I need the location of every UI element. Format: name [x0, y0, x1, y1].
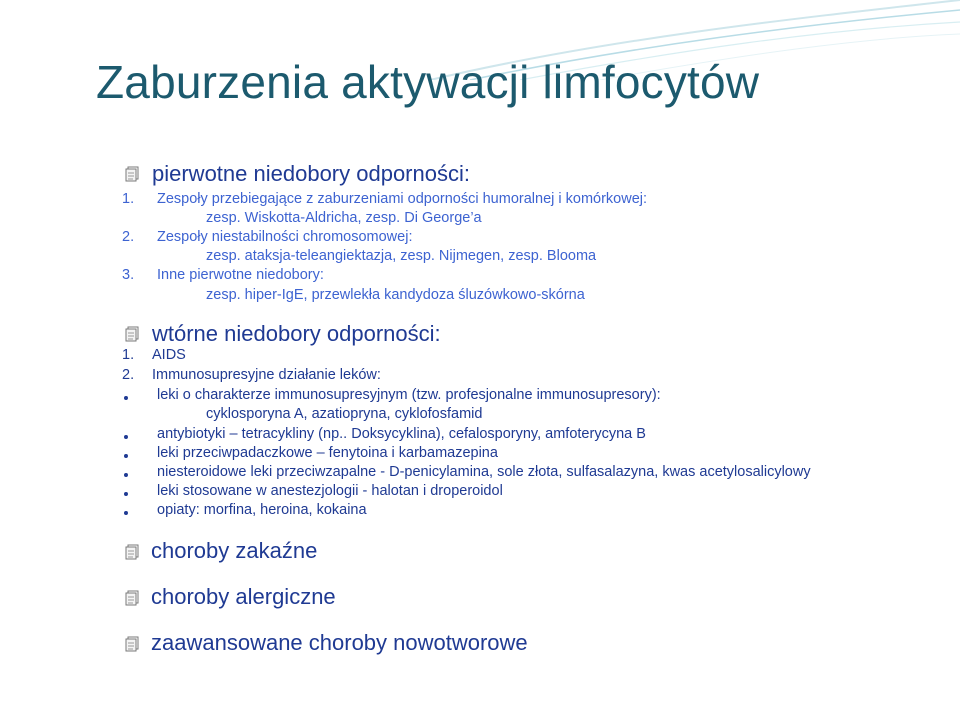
bullet-dot	[124, 492, 128, 496]
primary-item-detail: zesp. ataksja-teleangiektazja, zesp. Nijmegen, zesp. Blooma	[206, 248, 597, 264]
other-heading: choroby alergiczne	[151, 584, 336, 609]
primary-item-number: 3.	[122, 267, 135, 283]
secondary-item-text: AIDS	[152, 347, 186, 363]
primary-item-text: Zespoły przebiegające z zaburzeniami odporności humoralnej i komórkowej:	[157, 191, 648, 207]
drug-item-text: opiaty: morfina, heroina, kokaina	[157, 502, 367, 518]
bullet-dot	[124, 473, 128, 477]
primary-item-number: 1.	[122, 191, 135, 207]
other-heading: choroby zakaźne	[151, 538, 318, 563]
drug-item-text: leki przeciwpadaczkowe – fenytoina i karbamazepina	[157, 445, 498, 461]
secondary-item-number: 1.	[122, 347, 135, 363]
document-bullet-icon	[124, 590, 140, 606]
primary-item-text: Zespoły niestabilności chromosomowej:	[157, 229, 413, 245]
drug-item-text: leki o charakterze immunosupresyjnym (tzw. profesjonalne immunosupresory):	[157, 387, 661, 403]
secondary-item-number: 2.	[122, 367, 135, 383]
drug-item-text: niesteroidowe leki przeciwzapalne - D-penicylamina, sole złota, sulfasalazyna, kwas acetylosalicylowy	[157, 464, 811, 480]
bullet-dot	[124, 435, 128, 439]
primary-item-text: Inne pierwotne niedobory:	[157, 267, 324, 283]
drug-item-text: leki stosowane w anestezjologii - halotan i droperoidol	[157, 483, 503, 499]
document-bullet-icon	[124, 544, 140, 560]
primary-item-detail: zesp. Wiskotta-Aldricha, zesp. Di George’a	[206, 210, 482, 226]
other-heading: zaawansowane choroby nowotworowe	[151, 630, 528, 655]
bullet-dot	[124, 396, 128, 400]
secondary-item-text: Immunosupresyjne działanie leków:	[152, 367, 381, 383]
bullet-dot	[124, 511, 128, 515]
primary-item-detail: zesp. hiper-IgE, przewlekła kandydoza śluzówkowo-skórna	[206, 287, 585, 303]
drug-item-text: antybiotyki – tetracykliny (np.. Doksycyklina), cefalosporyny, amfoterycyna B	[157, 426, 646, 442]
primary-item-number: 2.	[122, 229, 135, 245]
document-bullet-icon	[124, 326, 140, 342]
drug-item-detail: cyklosporyna A, azatiopryna, cyklofosfamid	[206, 406, 483, 422]
primary-heading: pierwotne niedobory odporności:	[152, 161, 470, 186]
bullet-dot	[124, 454, 128, 458]
slide-title: Zaburzenia aktywacji limfocytów	[96, 56, 760, 108]
document-bullet-icon	[124, 166, 140, 182]
document-bullet-icon	[124, 636, 140, 652]
secondary-heading: wtórne niedobory odporności:	[152, 321, 441, 346]
